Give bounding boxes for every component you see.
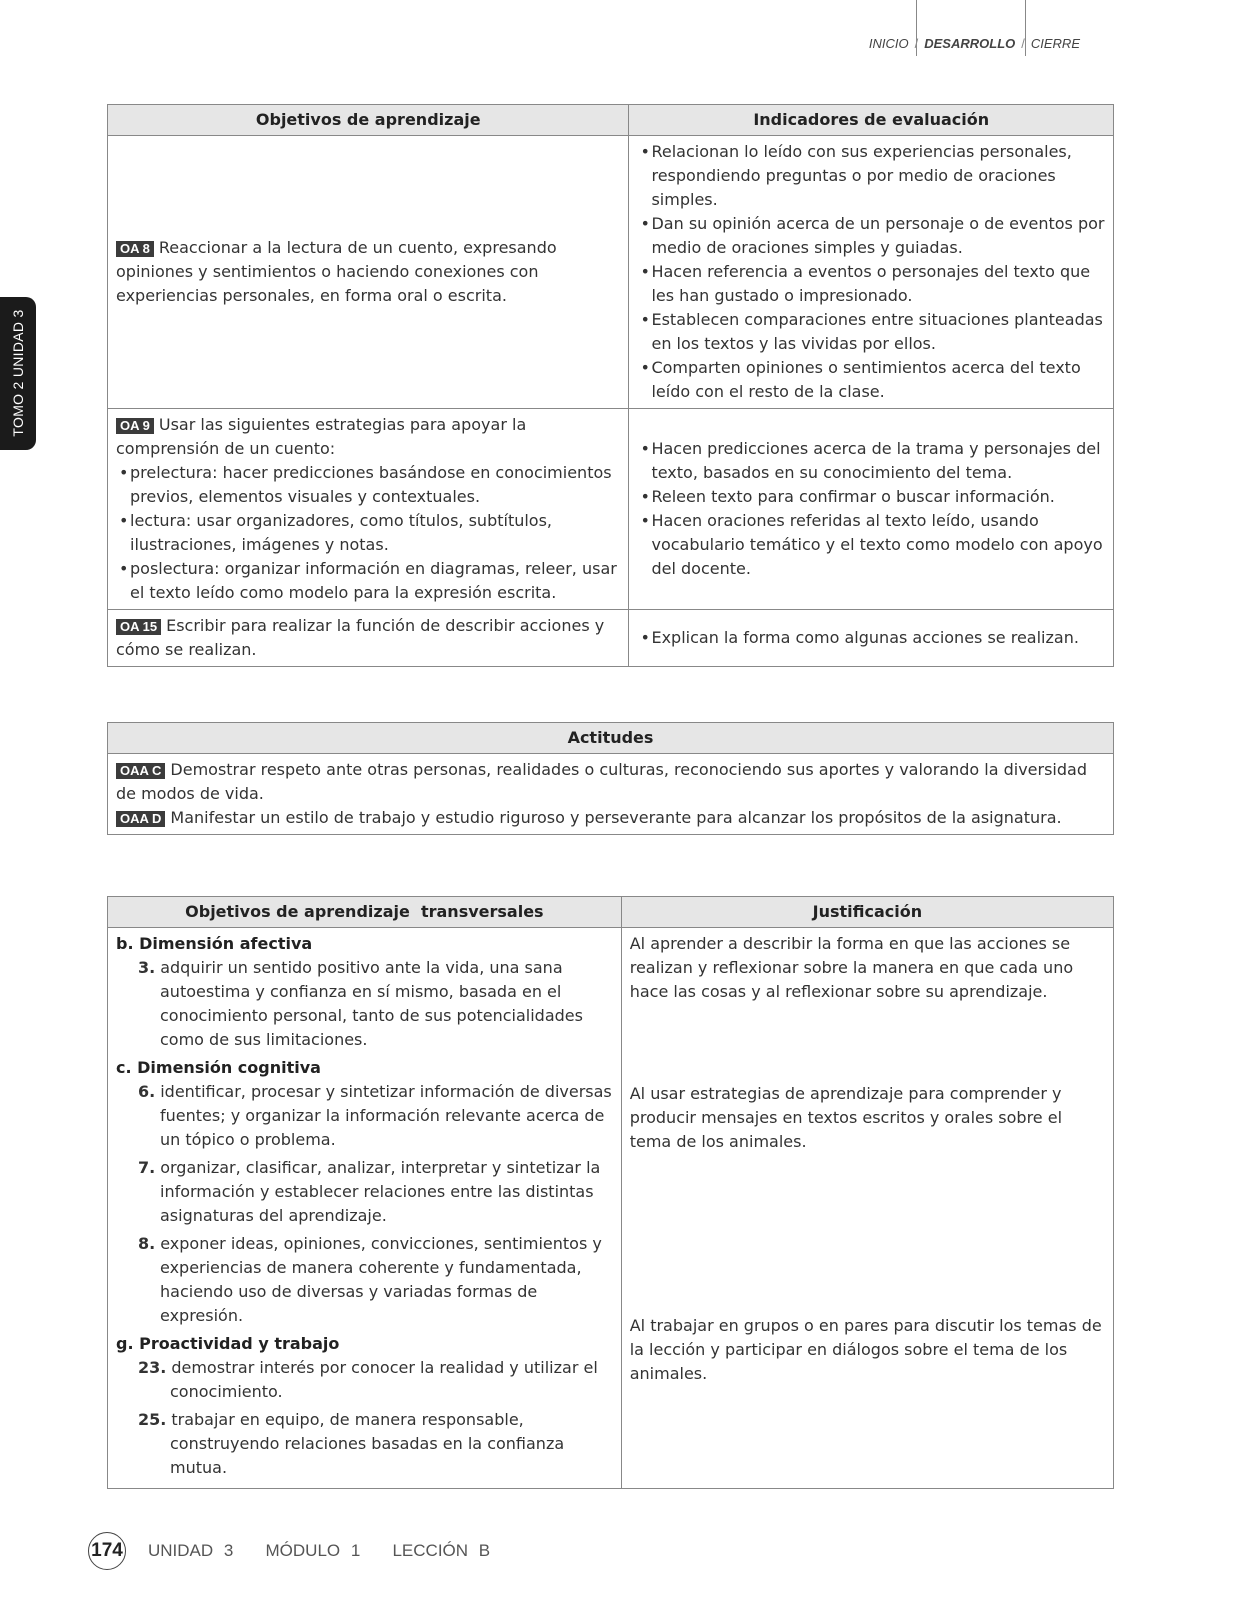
objective-text: Reaccionar a la lectura de un cuento, expresando opiniones y sentimientos o haciendo conexiones con experiencias personales, en forma oral o escrita. xyxy=(116,238,557,305)
indicator-item: • Relacionan lo leído con sus experiencias personales, respondiendo preguntas o por medio de oraciones simples. xyxy=(637,140,1105,212)
table-row xyxy=(108,754,1114,835)
item-number: 3. xyxy=(138,958,156,977)
indicators-cell xyxy=(629,136,1114,409)
item-text: organizar, clasificar, analizar, interpretar y sintetizar la información y establecer relaciones entre las distintas asignaturas del aprendizaje. xyxy=(160,1158,601,1225)
objectives-table xyxy=(107,104,1114,667)
item-text: identificar, procesar y sintetizar información de diversas fuentes; y organizar la información relevante acerca de un tópico o problema. xyxy=(160,1082,612,1149)
stage-separator: / xyxy=(1021,36,1025,51)
stage-inicio: INICIO xyxy=(868,36,909,51)
footer-location: UNIDAD 3 MÓDULO 1 LECCIÓN B xyxy=(148,1541,491,1560)
indicators-cell xyxy=(629,409,1114,610)
stage-cierre: CIERRE xyxy=(1030,36,1080,51)
indicators-cell xyxy=(629,610,1114,667)
oaa-badge: OAA D xyxy=(116,811,165,827)
strategy-item: • lectura: usar organizadores, como títulos, subtítulos, ilustraciones, imágenes y notas. xyxy=(116,509,620,557)
page-footer xyxy=(88,1532,490,1570)
active-stage-marker xyxy=(916,0,1026,56)
oa-badge: OA 15 xyxy=(116,619,161,635)
objective-item xyxy=(116,1232,613,1328)
indicator-item: • Comparten opiniones o sentimientos acerca del texto leído con el resto de la clase. xyxy=(637,356,1105,404)
item-text: adquirir un sentido positivo ante la vida, una sana autoestima y confianza en sí mismo, basada en el conocimiento personal, tanto de sus potencialidades como de sus limitaciones. xyxy=(160,958,583,1049)
dimension-title: b. Dimensión afectiva xyxy=(116,934,313,953)
objective-cell xyxy=(108,610,629,667)
lesson-stage-nav xyxy=(864,36,1085,51)
objective-cell xyxy=(108,136,629,409)
objective-cell xyxy=(108,409,629,610)
column-header-transversal: Objetivos de aprendizaje transversales xyxy=(108,897,622,928)
objective-text: Usar las siguientes estrategias para apoyar la comprensión de un cuento: xyxy=(116,415,527,458)
dimension-title: c. Dimensión cognitiva xyxy=(116,1058,321,1077)
transversal-objectives-table xyxy=(107,896,1114,1489)
column-header-objectives: Objetivos de aprendizaje xyxy=(108,105,629,136)
item-text: demostrar interés por conocer la realidad y utilizar el conocimiento. xyxy=(170,1358,598,1401)
table-row xyxy=(108,928,1114,1489)
transversal-objectives-cell xyxy=(108,928,622,1489)
indicator-item: • Establecen comparaciones entre situaciones planteadas en los textos y las vividas por ellos. xyxy=(637,308,1105,356)
page-number: 174 xyxy=(88,1532,126,1570)
objective-text: Escribir para realizar la función de describir acciones y cómo se realizan. xyxy=(116,616,605,659)
attitudes-table-header xyxy=(108,723,1114,754)
item-number: 8. xyxy=(138,1234,156,1253)
oa-badge: OA 8 xyxy=(116,241,154,257)
transversal-table-header xyxy=(108,897,1114,928)
stage-desarrollo: DESARROLLO xyxy=(924,36,1016,51)
item-number: 6. xyxy=(138,1082,156,1101)
indicator-item: • Hacen predicciones acerca de la trama y personajes del texto, basados en su conocimiento del tema. xyxy=(637,437,1105,485)
objective-item xyxy=(116,956,613,1052)
indicator-item: • Explican la forma como algunas acciones se realizan. xyxy=(637,626,1105,650)
attitude-text: Manifestar un estilo de trabajo y estudio riguroso y perseverante para alcanzar los propósitos de la asignatura. xyxy=(170,808,1062,827)
item-text: exponer ideas, opiniones, convicciones, sentimientos y experiencias de manera coherente y fundamentada, haciendo uso de diversas y variadas formas de expresión. xyxy=(160,1234,602,1325)
justification-text: Al trabajar en grupos o en pares para discutir los temas de la lección y participar en diálogos sobre el tema de los animales. xyxy=(629,1316,1102,1383)
justification-cell xyxy=(621,928,1113,1489)
objective-item xyxy=(116,1356,613,1404)
column-header-indicators: Indicadores de evaluación xyxy=(629,105,1114,136)
column-header-attitudes: Actitudes xyxy=(108,723,1114,754)
objective-item xyxy=(116,1080,613,1152)
oa-badge: OA 9 xyxy=(116,418,154,434)
side-tab-label: TOMO 2 UNIDAD 3 xyxy=(10,309,26,437)
side-tab xyxy=(0,297,36,450)
objective-item xyxy=(116,1408,613,1480)
stage-separator: / xyxy=(914,36,919,51)
attitude-text: Demostrar respeto ante otras personas, realidades o culturas, reconociendo sus aportes y valorando la diversidad de modos de vida. xyxy=(116,760,1087,803)
table-row xyxy=(108,409,1114,610)
attitude-item xyxy=(116,758,1105,806)
indicator-item: • Hacen referencia a eventos o personajes del texto que les han gustado o impresionado. xyxy=(637,260,1105,308)
table-row xyxy=(108,610,1114,667)
indicator-item: • Dan su opinión acerca de un personaje o de eventos por medio de oraciones simples y guiadas. xyxy=(637,212,1105,260)
indicator-item: • Releen texto para confirmar o buscar información. xyxy=(637,485,1105,509)
attitudes-table xyxy=(107,722,1114,835)
attitude-item xyxy=(116,806,1105,830)
objective-item xyxy=(116,1156,613,1228)
justification-text: Al usar estrategias de aprendizaje para comprender y producir mensajes en textos escritos y orales sobre el tema de los animales. xyxy=(629,1084,1063,1151)
column-header-justification: Justificación xyxy=(621,897,1113,928)
dimension-title: g. Proactividad y trabajo xyxy=(116,1334,340,1353)
objectives-table-header xyxy=(108,105,1114,136)
table-row xyxy=(108,136,1114,409)
item-text: trabajar en equipo, de manera responsable, construyendo relaciones basadas en la confianza mutua. xyxy=(170,1410,565,1477)
indicator-item: • Hacen oraciones referidas al texto leído, usando vocabulario temático y el texto como modelo con apoyo del docente. xyxy=(637,509,1105,581)
justification-text: Al aprender a describir la forma en que las acciones se realizan y reflexionar sobre la manera en que cada uno hace las cosas y al reflexionar sobre su aprendizaje. xyxy=(629,934,1074,1001)
item-number: 25. xyxy=(138,1410,167,1429)
oaa-badge: OAA C xyxy=(116,763,165,779)
item-number: 7. xyxy=(138,1158,156,1177)
strategy-item: • poslectura: organizar información en diagramas, releer, usar el texto leído como modelo para la expresión escrita. xyxy=(116,557,620,605)
item-number: 23. xyxy=(138,1358,167,1377)
strategy-item: • prelectura: hacer predicciones basándose en conocimientos previos, elementos visuales y contextuales. xyxy=(116,461,620,509)
attitudes-cell xyxy=(108,754,1114,835)
